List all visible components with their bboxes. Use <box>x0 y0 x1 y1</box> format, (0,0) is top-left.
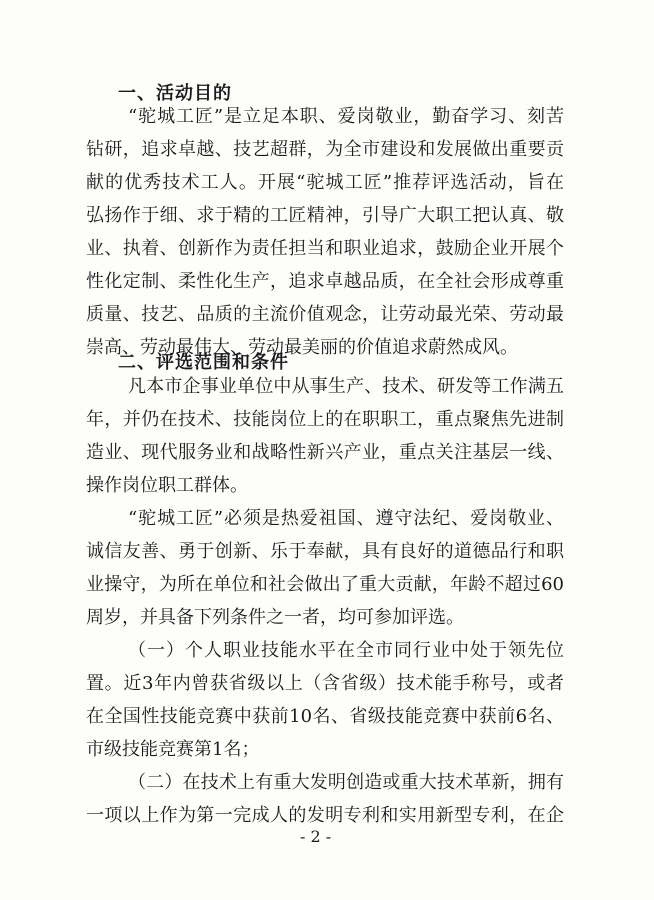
text-line: “驼城工匠”必须是热爱祖国、遵守法纪、爱岗敬业、 <box>128 508 564 529</box>
text-line: 市级技能竞赛第1名； <box>86 739 260 760</box>
text-line: 弘扬作于细、求于精的工匠精神，引导广大职工把认真、敬 <box>86 205 564 226</box>
text-line: 操作岗位职工群体。 <box>86 475 248 496</box>
page-number: - 2 - <box>300 827 332 846</box>
text-line: （一）个人职业技能水平在全市同行业中处于领先位 <box>128 640 564 661</box>
text-line: 业、执着、创新作为责任担当和职业追求，鼓励企业开展个 <box>86 238 564 259</box>
text-line: 性化定制、柔性化生产，追求卓越品质，在全社会形成尊重 <box>86 271 564 292</box>
text-line: 崇高、劳动最伟大、劳动最美丽的价值追求蔚然成风。 <box>86 337 518 358</box>
text-line: 周岁，并具备下列条件之一者，均可参加评选。 <box>86 607 464 628</box>
text-line: 年，并仍在技术、技能岗位上的在职职工，重点聚焦先进制 <box>86 409 564 430</box>
text-line: 诚信友善、勇于创新、乐于奉献，具有良好的道德品行和职 <box>86 541 564 562</box>
text-line: “驼城工匠”是立足本职、爱岗敬业，勤奋学习、刻苦 <box>128 106 564 127</box>
section-heading-scope: 二、评选范围和条件 <box>118 352 289 373</box>
text-line: 置。近3年内曾获省级以上（含省级）技术能手称号，或者 <box>86 673 564 694</box>
text-line: 在全国性技能竞赛中获前10名、省级技能竞赛中获前6名、 <box>86 706 564 727</box>
text-line: 献的优秀技术工人。开展“驼城工匠”推荐评选活动，旨在 <box>86 172 564 193</box>
text-line: 业操守，为所在单位和社会做出了重大贡献，年龄不超过60 <box>86 574 564 595</box>
text-line: 质量、技艺、品质的主流价值观念，让劳动最光荣、劳动最 <box>86 304 564 325</box>
text-line: 凡本市企事业单位中从事生产、技术、研发等工作满五 <box>128 376 564 397</box>
section-heading-purpose: 一、活动目的 <box>118 83 232 104</box>
text-line: 造业、现代服务业和战略性新兴产业，重点关注基层一线、 <box>86 442 564 463</box>
text-line: 一项以上作为第一完成人的发明专利和实用新型专利，在企 <box>86 805 564 826</box>
text-line: （二）在技术上有重大发明创造或重大技术革新，拥有 <box>128 772 564 793</box>
text-line: 钻研，追求卓越、技艺超群，为全市建设和发展做出重要贡 <box>86 139 564 160</box>
